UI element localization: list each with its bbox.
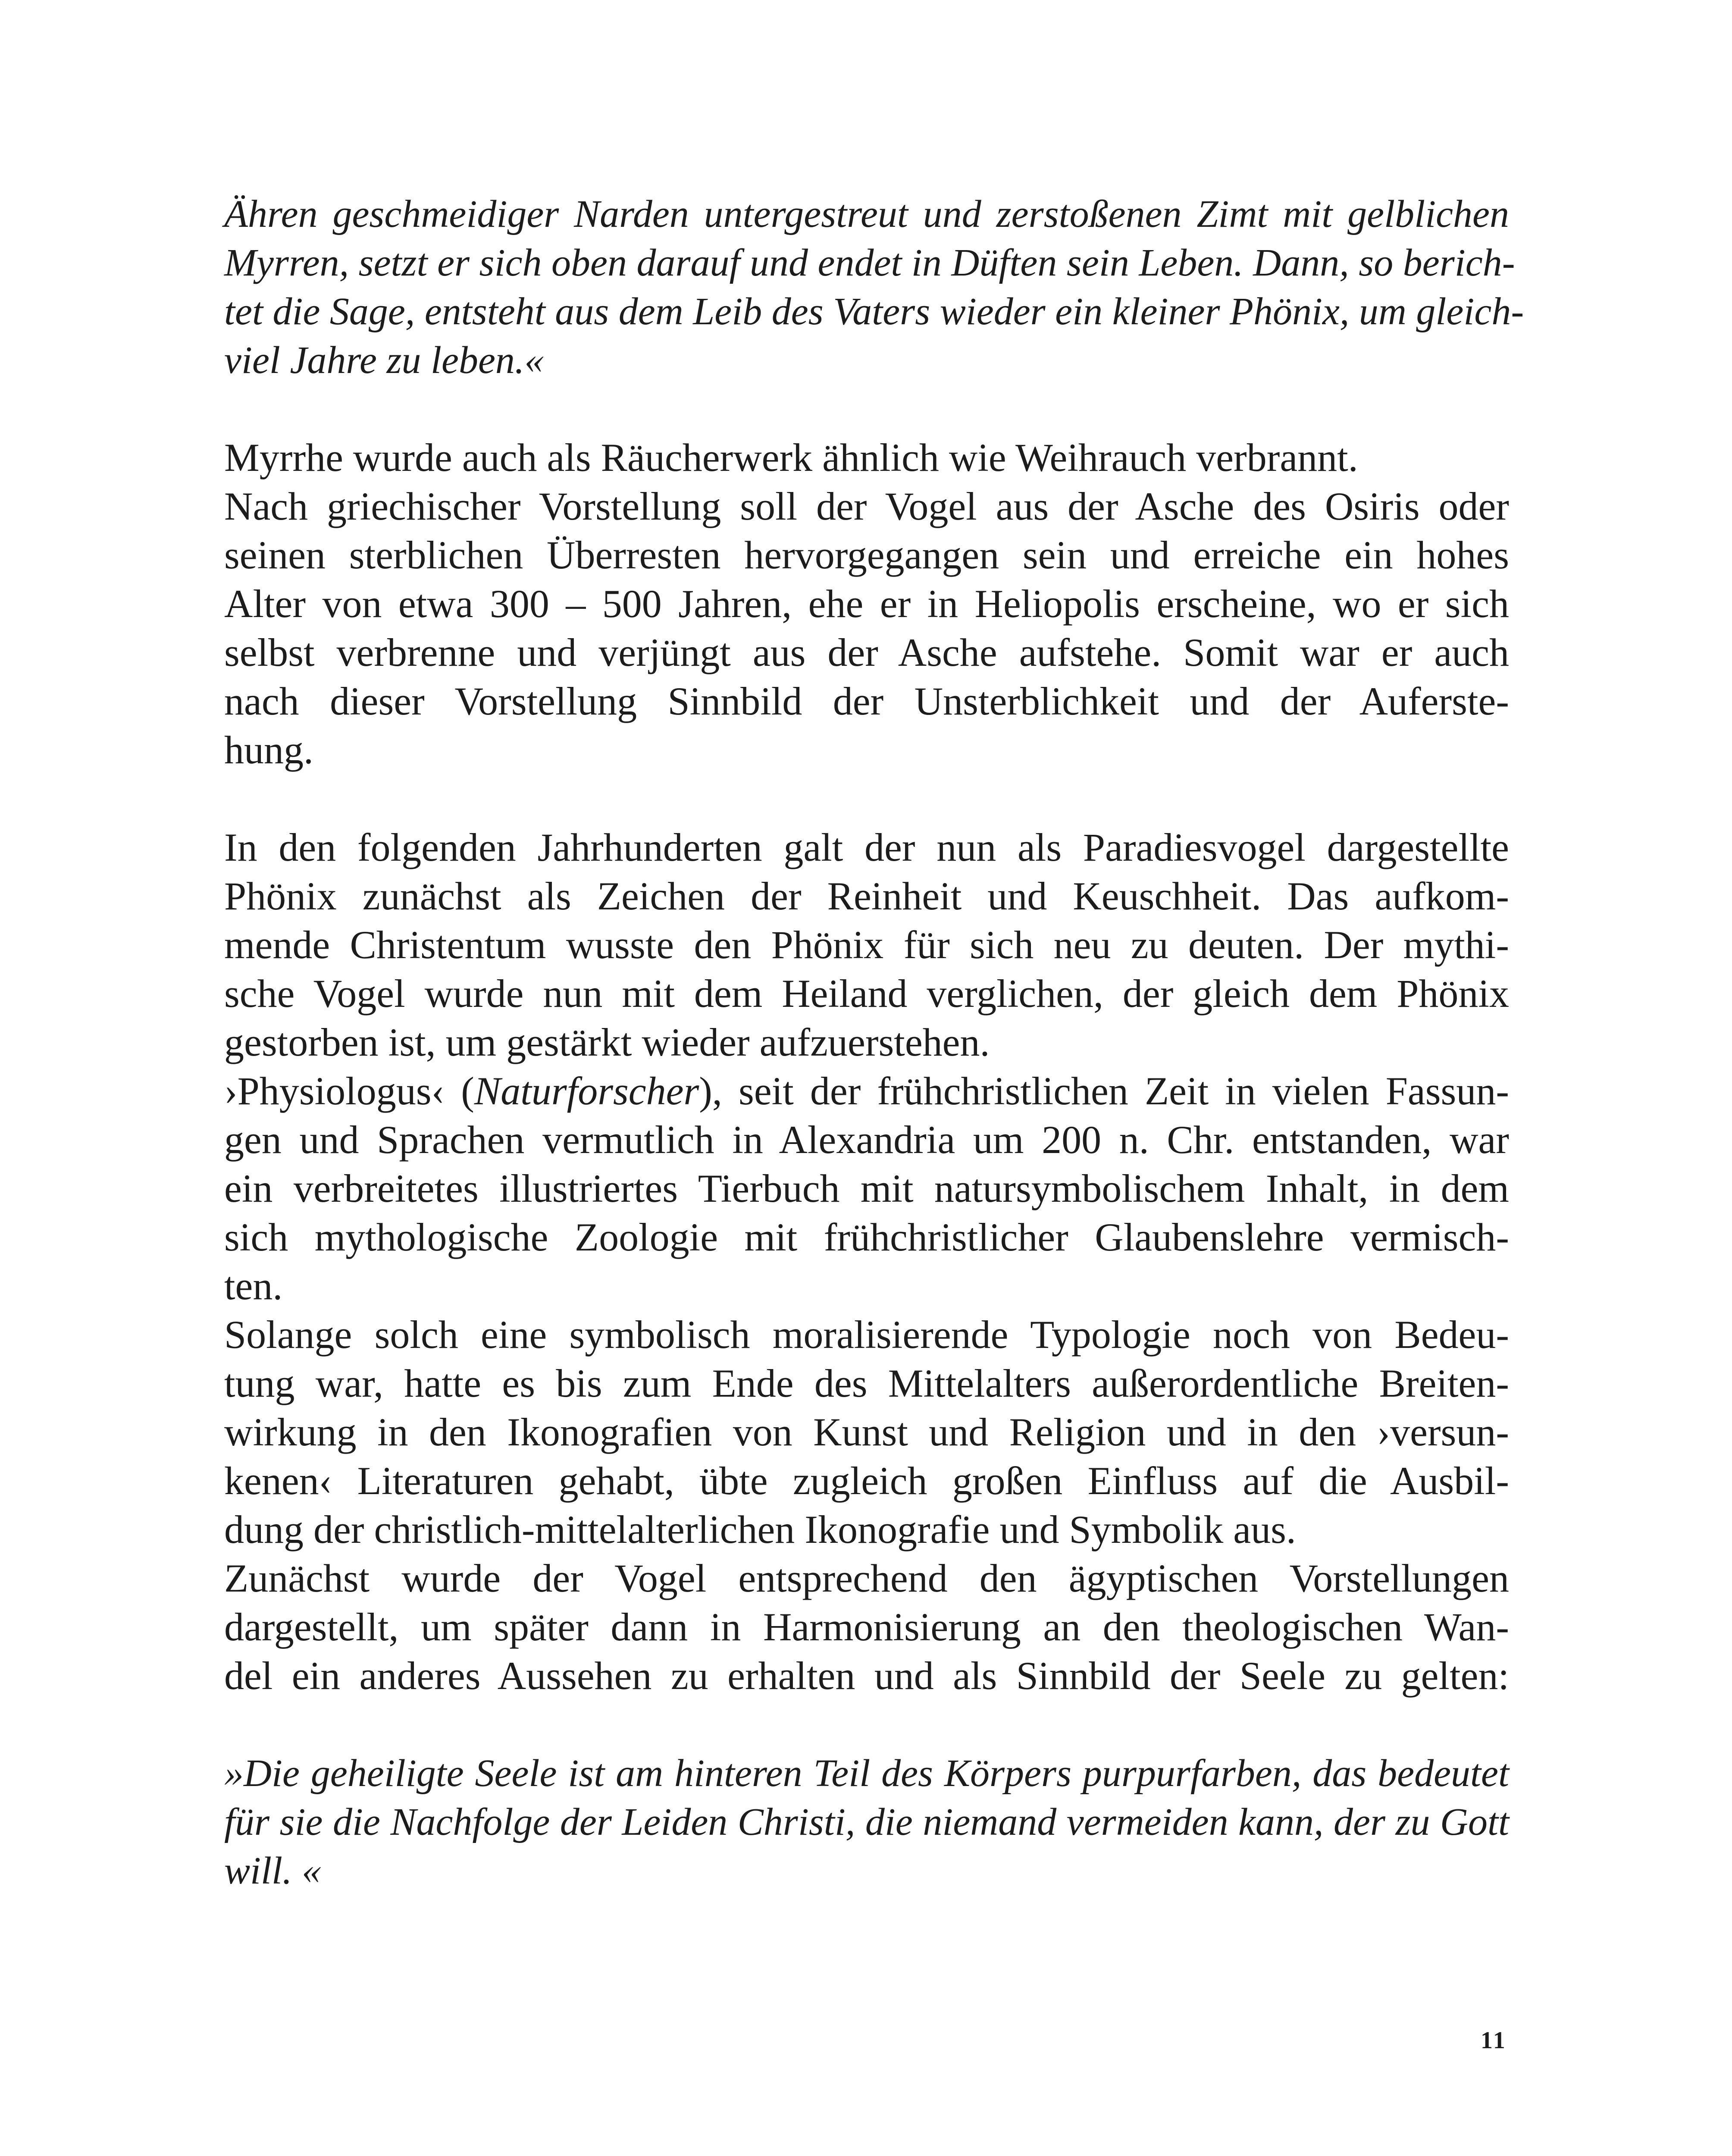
text-line: Zunächst wurde der Vogel entsprechend den ägyptischen Vorstellungen (224, 1556, 1509, 1600)
quote-line: will. « (224, 1849, 322, 1892)
quote-line: für sie die Nachfolge der Leiden Christi, die niemand vermeiden kann, der zu Gott (224, 1801, 1509, 1843)
quote-line: tet die Sage, entsteht aus dem Leib des Vaters wieder ein kleiner Phönix, um gleich- (224, 290, 1524, 333)
text-line: ten. (224, 1264, 283, 1308)
text-line: tung war, hatte es bis zum Ende des Mittelalters außerordentliche Breiten- (224, 1361, 1509, 1405)
text-line (224, 1067, 1509, 1116)
paragraph-physiologus (224, 1067, 1509, 1310)
quote-block-sacred-soul (224, 1749, 1509, 1895)
text-line: gestorben ist, um gestärkt wieder aufzuerstehen. (224, 1020, 990, 1064)
quote-line: Myrren, setzt er sich oben darauf und endet in Düften sein Leben. Dann, so berich- (224, 241, 1515, 284)
text-line: Myrrhe wurde auch als Räucherwerk ähnlich wie Weihrauch verbrannt. (224, 436, 1358, 479)
paragraph-spacer (224, 774, 1509, 823)
paragraph-spacer (224, 385, 1509, 433)
page-content (224, 190, 1524, 1895)
text-segment: ›Physiologus‹ ( (224, 1069, 474, 1113)
text-line: seinen sterblichen Überresten hervorgegangen sein und erreiche ein hohes (224, 533, 1509, 577)
paragraph-typology (224, 1310, 1509, 1554)
text-line: dung der christlich-mittelalterlichen Ikonografie und Symbolik aus. (224, 1507, 1296, 1551)
text-line: Phönix zunächst als Zeichen der Reinheit und Keuschheit. Das aufkom- (224, 874, 1509, 918)
text-line: Nach griechischer Vorstellung soll der Vogel aus der Asche des Osiris oder (224, 484, 1509, 528)
text-line: sich mythologische Zoologie mit frühchristlicher Glaubenslehre vermisch- (224, 1215, 1509, 1259)
text-line: sche Vogel wurde nun mit dem Heiland verglichen, der gleich dem Phönix (224, 971, 1509, 1015)
text-line: hung. (224, 728, 313, 772)
text-line: Alter von etwa 300 – 500 Jahren, ehe er in Heliopolis erscheine, wo er sich (224, 582, 1509, 626)
quote-line: viel Jahre zu leben.« (224, 339, 544, 382)
text-line: kenen‹ Literaturen gehabt, übte zugleich großen Einfluss auf die Ausbil- (224, 1459, 1509, 1503)
page-number: 11 (1481, 2027, 1507, 2054)
text-line: selbst verbrenne und verjüngt aus der Asche aufstehe. Somit war er auch (224, 630, 1509, 674)
text-line: In den folgenden Jahrhunderten galt der nun als Paradiesvogel dargestellte (224, 825, 1509, 869)
text-line: ein verbreitetes illustriertes Tierbuch mit natursymbolischem Inhalt, in dem (224, 1166, 1509, 1210)
paragraph-soul-symbol (224, 1554, 1509, 1700)
text-line: gen und Sprachen vermutlich in Alexandria um 200 n. Chr. entstanden, war (224, 1118, 1509, 1162)
quote-line: »Die geheiligte Seele ist am hinteren Teil des Körpers purpurfarben, das bedeutet (224, 1752, 1509, 1795)
text-line: wirkung in den Ikonografien von Kunst und Religion und in den ›versun- (224, 1410, 1509, 1454)
italic-term: Naturforscher (474, 1069, 699, 1113)
text-segment: ), seit der frühchristlichen Zeit in vielen Fassun- (699, 1069, 1509, 1113)
text-line: del ein anderes Aussehen zu erhalten und als Sinnbild der Seele zu gelten: (224, 1654, 1509, 1698)
quote-block-phoenix-legend (224, 190, 1524, 385)
paragraph-myrrh (224, 433, 1509, 774)
text-line: mende Christentum wusste den Phönix für sich neu zu deuten. Der mythi- (224, 923, 1509, 967)
text-line: dargestellt, um später dann in Harmonisierung an den theologischen Wan- (224, 1605, 1509, 1649)
paragraph-spacer (224, 1700, 1509, 1749)
quote-line: Ähren geschmeidiger Narden untergestreut und zerstoßenen Zimt mit gelblichen (224, 193, 1509, 235)
paragraph-paradise-bird (224, 823, 1509, 1067)
text-line: nach dieser Vorstellung Sinnbild der Unsterblichkeit und der Auferste- (224, 679, 1509, 723)
text-line: Solange solch eine symbolisch moralisierende Typologie noch von Bedeu- (224, 1313, 1509, 1357)
